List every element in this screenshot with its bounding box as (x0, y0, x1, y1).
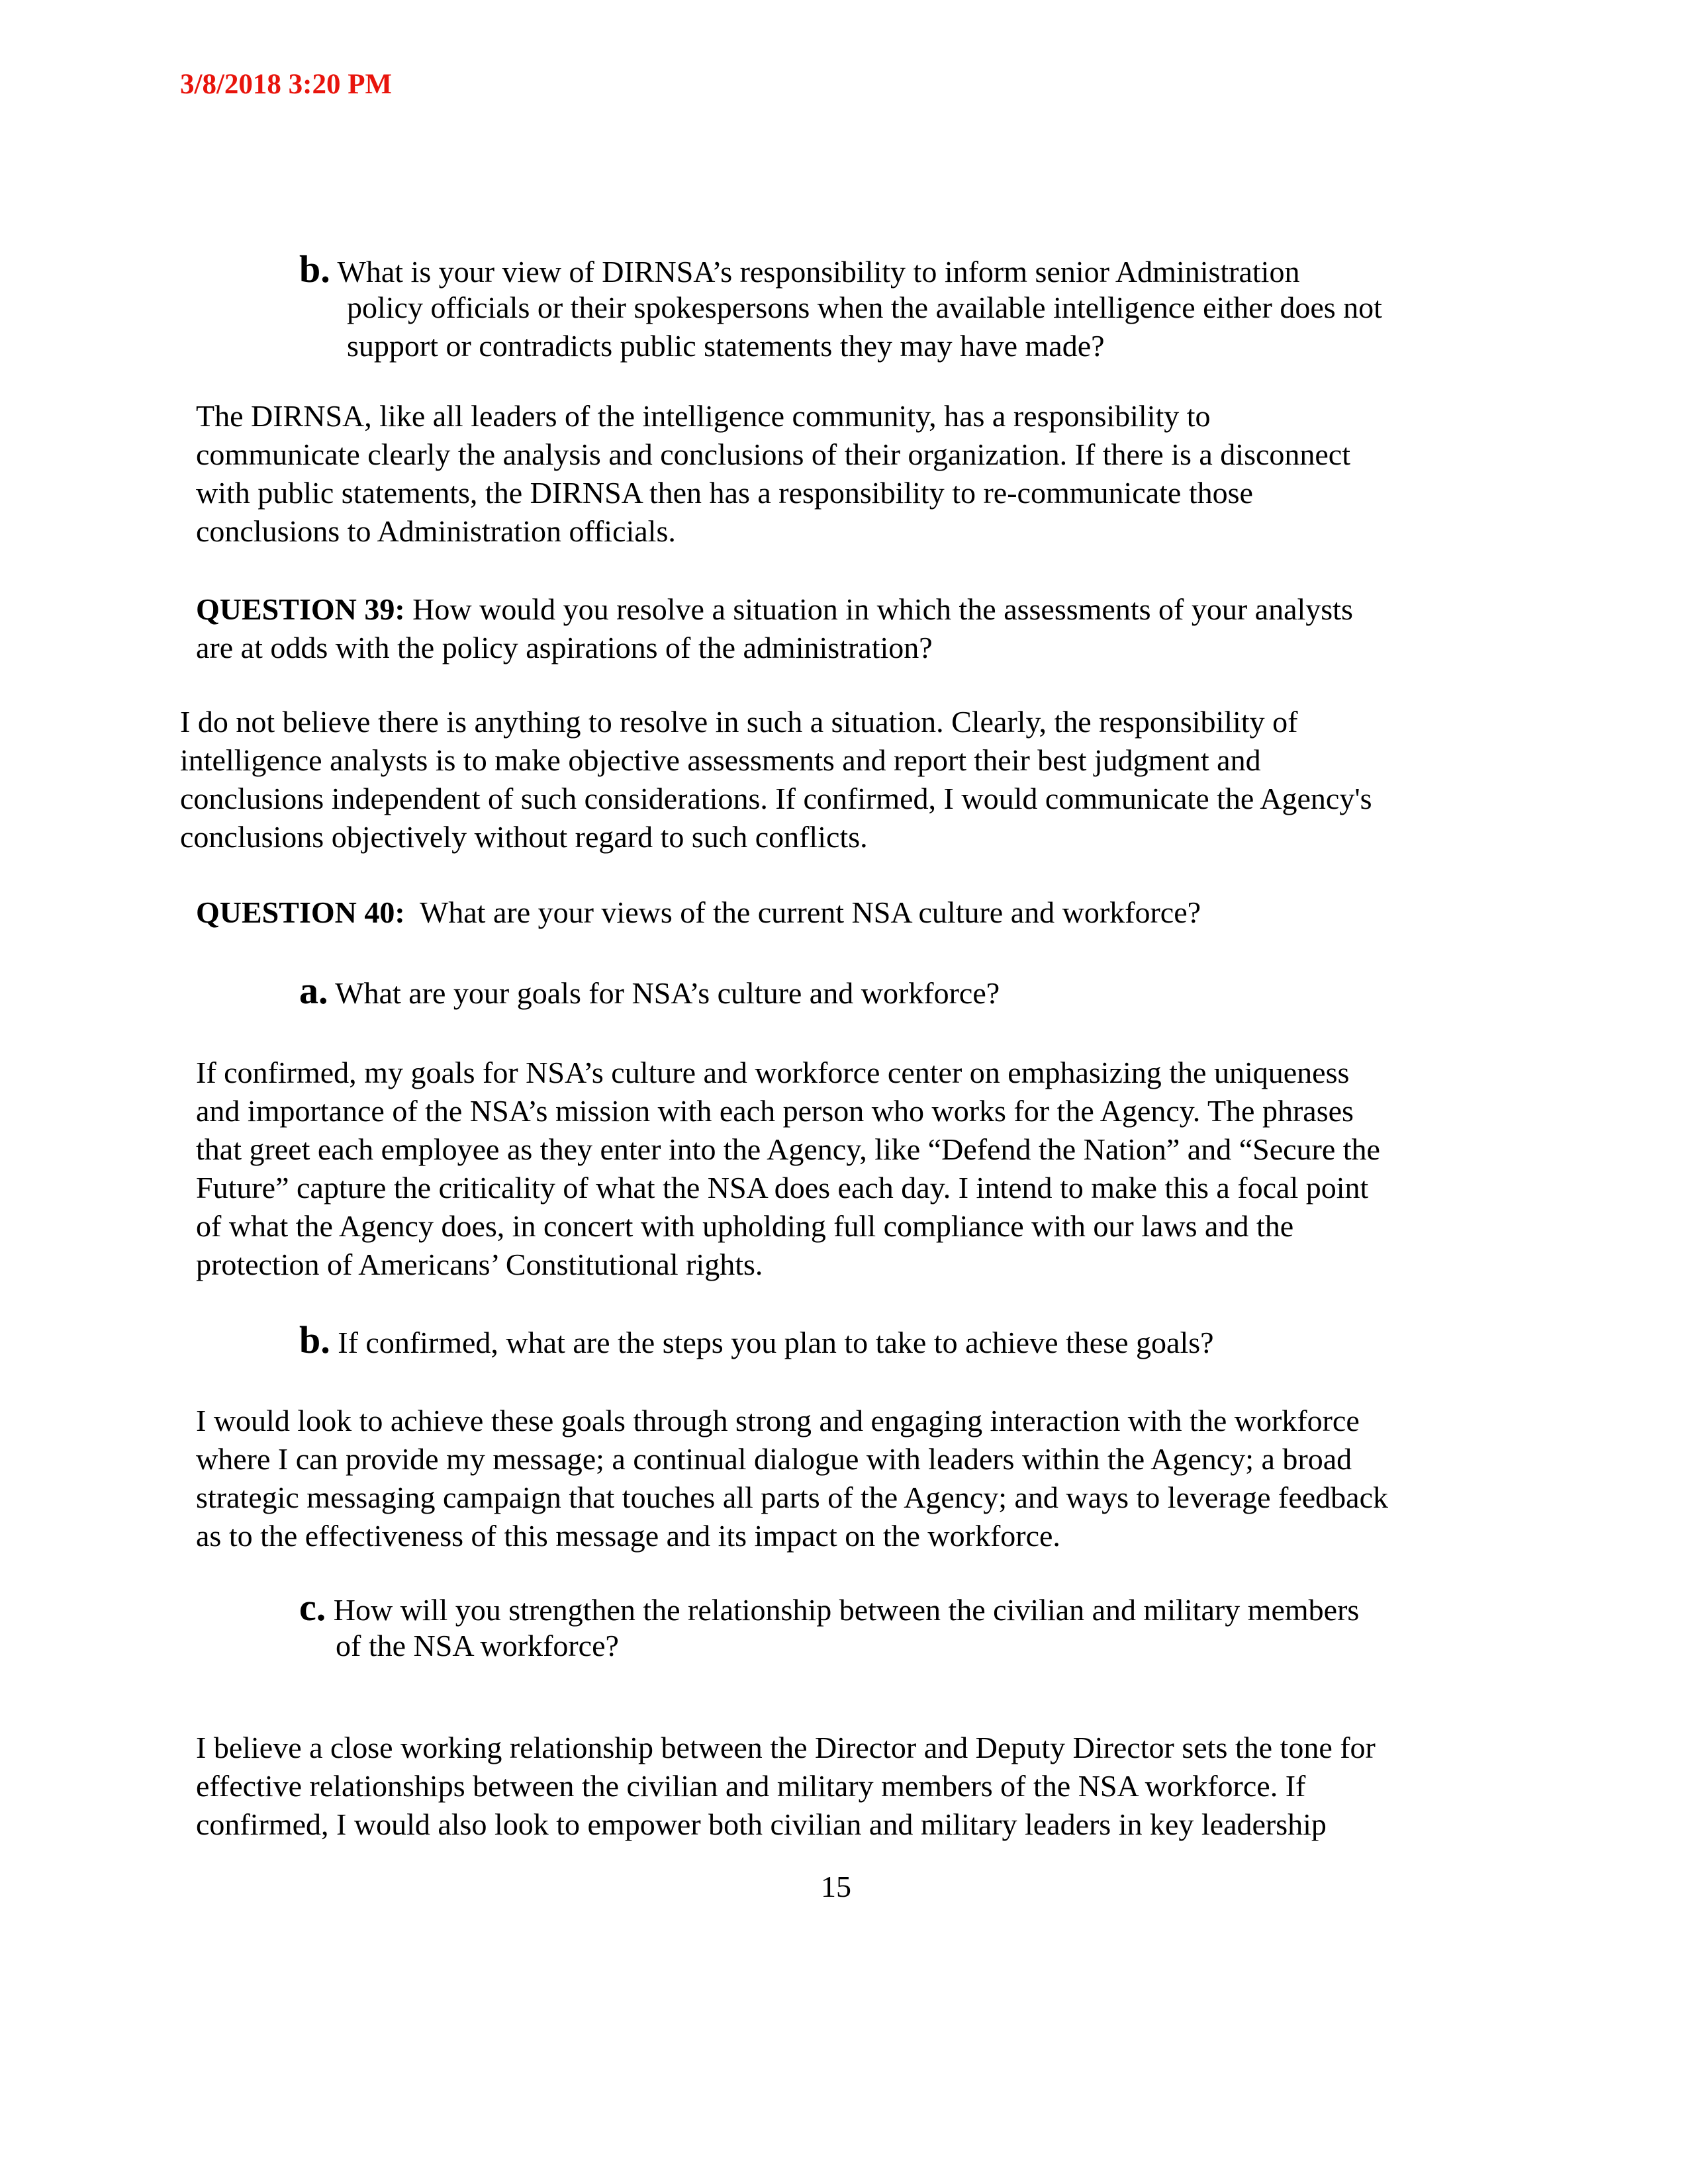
answer-text-line: I would look to achieve these goals through strong and engaging interaction with the workforce (196, 1404, 1360, 1437)
answer-text-line: effective relationships between the civilian and military members of the NSA workforce. If (196, 1769, 1306, 1803)
answer-text-line: intelligence analysts is to make objective assessments and report their best judgment and (180, 743, 1261, 777)
question-number: QUESTION 39: (196, 592, 405, 626)
answer-text-line: I believe a close working relationship between the Director and Deputy Director sets the tone for (196, 1731, 1376, 1764)
answer-text-line: communicate clearly the analysis and conclusions of their organization. If there is a disconnect (196, 437, 1351, 471)
answer-text-line: conclusions to Administration officials. (196, 514, 676, 548)
question-39 (196, 590, 1353, 667)
page-number: 15 (821, 1870, 851, 1903)
question-40 (196, 893, 1201, 932)
answer-text-line: The DIRNSA, like all leaders of the intelligence community, has a responsibility to (196, 399, 1211, 433)
question-text-line: How would you resolve a situation in which the assessments of your analysts (404, 592, 1353, 626)
answer-text-line: confirmed, I would also look to empower both civilian and military leaders in key leadership (196, 1807, 1327, 1841)
answer-40c (196, 1729, 1376, 1844)
answer-text-line: as to the effectiveness of this message and its impact on the workforce. (196, 1519, 1060, 1553)
answer-text-line: conclusions objectively without regard to such conflicts. (180, 820, 868, 854)
sub-question-letter: a. (299, 969, 328, 1012)
question-text-line: What are your goals for NSA’s culture and workforce? (328, 976, 1000, 1010)
question-38b (299, 250, 1382, 365)
question-text-line: of the NSA workforce? (336, 1629, 619, 1662)
answer-40b (196, 1402, 1388, 1555)
question-text-line: If confirmed, what are the steps you plan to take to achieve these goals? (330, 1326, 1214, 1359)
answer-text-line: of what the Agency does, in concert with upholding full compliance with our laws and the (196, 1209, 1294, 1243)
sub-question-letter: b. (299, 248, 330, 291)
answer-text-line: and importance of the NSA’s mission with each person who works for the Agency. The phrases (196, 1094, 1354, 1128)
answer-text-line: where I can provide my message; a continual dialogue with leaders within the Agency; a broad (196, 1442, 1352, 1476)
question-text-line: How will you strengthen the relationship between the civilian and military members (326, 1593, 1360, 1627)
answer-text-line: Future” capture the criticality of what the NSA does each day. I intend to make this a focal point (196, 1171, 1369, 1205)
answer-text-line: protection of Americans’ Constitutional rights. (196, 1248, 763, 1281)
question-40a (299, 969, 1000, 1012)
question-number: QUESTION 40: (196, 895, 405, 929)
answer-40a (196, 1054, 1380, 1284)
question-text-line: support or contradicts public statements they may have made? (347, 329, 1105, 363)
question-40c (299, 1588, 1359, 1665)
answer-text-line: with public statements, the DIRNSA then has a responsibility to re-communicate those (196, 476, 1253, 510)
question-text-line: What is your view of DIRNSA’s responsibility to inform senior Administration (337, 255, 1300, 289)
answer-text-line: conclusions independent of such considerations. If confirmed, I would communicate the Agency's (180, 782, 1372, 815)
sub-question-letter: c. (299, 1586, 326, 1629)
document-timestamp: 3/8/2018 3:20 PM (180, 69, 393, 100)
answer-text-line: I do not believe there is anything to resolve in such a situation. Clearly, the responsibility of (180, 705, 1298, 739)
question-text-line: are at odds with the policy aspirations of the administration? (196, 631, 933, 664)
question-text-line: What are your views of the current NSA culture and workforce? (404, 895, 1201, 929)
answer-38b (196, 397, 1350, 551)
question-40b (299, 1318, 1214, 1361)
sub-question-letter: b. (299, 1318, 330, 1361)
answer-text-line: that greet each employee as they enter into the Agency, like “Defend the Nation” and “Secure the (196, 1132, 1380, 1166)
question-text-line: policy officials or their spokespersons when the available intelligence either does not (347, 291, 1382, 324)
answer-text-line: strategic messaging campaign that touches all parts of the Agency; and ways to leverage feedback (196, 1480, 1389, 1514)
answer-39 (180, 703, 1372, 856)
answer-text-line: If confirmed, my goals for NSA’s culture and workforce center on emphasizing the uniqueness (196, 1056, 1350, 1089)
